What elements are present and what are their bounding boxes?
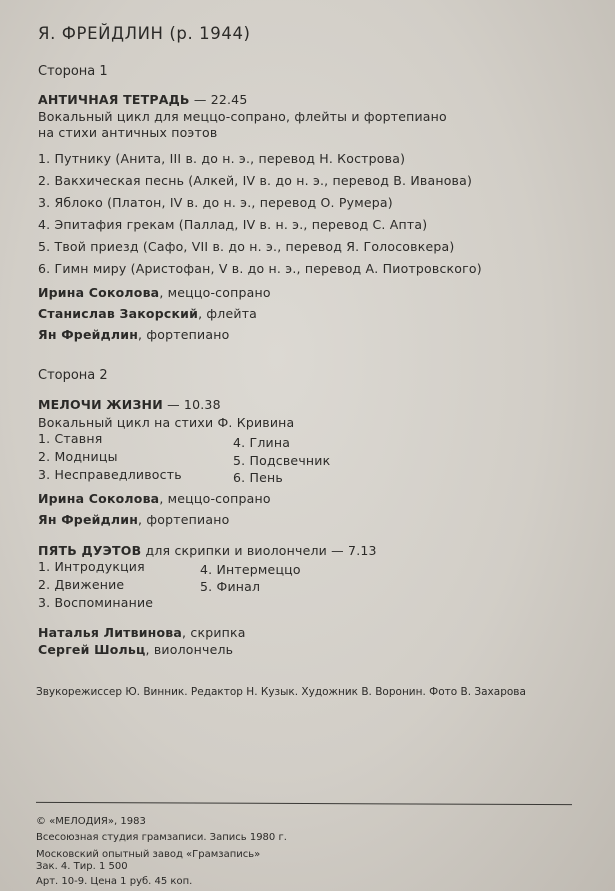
track-item: 4. Глина — [233, 435, 291, 450]
performer — [38, 306, 257, 321]
work-description: Вокальный цикл для меццо-сопрано, флейты и фортепиано — [38, 109, 447, 124]
work-title: МЕЛОЧИ ЖИЗНИ — [38, 397, 163, 412]
side-2-label: Сторона 2 — [38, 368, 108, 383]
performer-name: Станислав Закорский — [38, 306, 199, 321]
performer — [38, 491, 271, 506]
work-title: АНТИЧНАЯ ТЕТРАДЬ — [38, 92, 190, 107]
track-item: 3. Воспоминание — [38, 595, 154, 610]
performer-role: , виолончель — [145, 642, 234, 657]
work-description: Вокальный цикл на стихи Ф. Кривина — [38, 415, 295, 430]
performer-role: , скрипка — [182, 625, 246, 640]
performer-name: Ирина Соколова — [38, 285, 160, 300]
work-duration: — 22.45 — [193, 92, 248, 107]
track-item: 2. Модницы — [38, 449, 118, 464]
track-item: 5. Подсвечник — [233, 453, 331, 468]
track-item: 5. Твой приезд (Сафо, VII в. до н. э., перевод Я. Голосовкера) — [38, 239, 455, 254]
performer — [38, 512, 229, 527]
divider — [36, 802, 572, 805]
performer — [38, 625, 246, 640]
performer-role: , меццо-сопрано — [159, 491, 271, 506]
work-subtitle: для скрипки и виолончели — [145, 543, 327, 558]
work-title: ПЯТЬ ДУЭТОВ — [38, 543, 142, 558]
track-item: 5. Финал — [200, 579, 261, 594]
performer-name: Сергей Шольц — [38, 642, 146, 657]
performer-role: , флейта — [198, 306, 258, 321]
track-item: 4. Эпитафия грекам (Паллад, IV в. н. э., перевод С. Апта) — [38, 217, 428, 232]
performer-name: Наталья Литвинова — [38, 625, 183, 640]
track-item: 4. Интермеццо — [200, 562, 301, 577]
footer-line: Арт. 10-9. Цена 1 руб. 45 коп. — [36, 876, 193, 887]
performer — [38, 285, 271, 300]
track-item: 3. Несправедливость — [38, 467, 182, 482]
track-item: 3. Яблоко (Платон, IV в. до н. э., перевод О. Румера) — [38, 195, 393, 210]
performer-name: Ян Фрейдлин — [38, 512, 139, 527]
track-item: 6. Пень — [233, 470, 283, 485]
credits: Звукорежиссер Ю. Винник. Редактор Н. Кузык. Художник В. Воронин. Фото В. Захарова — [36, 686, 526, 698]
track-item: 1. Интродукция — [38, 559, 145, 574]
track-item: 6. Гимн миру (Аристофан, V в. до н. э., перевод А. Пиотровского) — [38, 261, 482, 276]
footer-line: Московский опытный завод «Грамзапись» — [36, 849, 261, 860]
work-duration: — 10.38 — [167, 397, 221, 412]
page-title: Я. ФРЕЙДЛИН (р. 1944) — [38, 24, 251, 43]
footer-line: Зак. 4. Тир. 1 500 — [36, 861, 128, 872]
performer-role: , фортепиано — [138, 327, 230, 342]
performer-name: Ян Фрейдлин — [38, 327, 139, 342]
track-item: 2. Вакхическая песнь (Алкей, IV в. до н. э., перевод В. Иванова) — [38, 173, 473, 188]
performer — [38, 327, 229, 342]
footer-line: Всесоюзная студия грамзаписи. Запись 1980 г. — [36, 832, 287, 843]
performer-name: Ирина Соколова — [38, 491, 160, 506]
work-heading — [38, 92, 248, 107]
work-duration: — 7.13 — [331, 543, 377, 558]
track-item: 1. Ставня — [38, 431, 103, 446]
work-heading — [38, 397, 221, 412]
track-item: 1. Путнику (Анита, III в. до н. э., перевод Н. Кострова) — [38, 151, 406, 166]
side-1-label: Сторона 1 — [38, 64, 108, 79]
copyright: © «МЕЛОДИЯ», 1983 — [36, 816, 146, 827]
performer — [38, 642, 233, 657]
track-item: 2. Движение — [38, 577, 125, 592]
performer-role: , фортепиано — [138, 512, 230, 527]
performer-role: , меццо-сопрано — [159, 285, 271, 300]
work-heading — [38, 543, 377, 558]
work-description: на стихи античных поэтов — [38, 125, 218, 140]
